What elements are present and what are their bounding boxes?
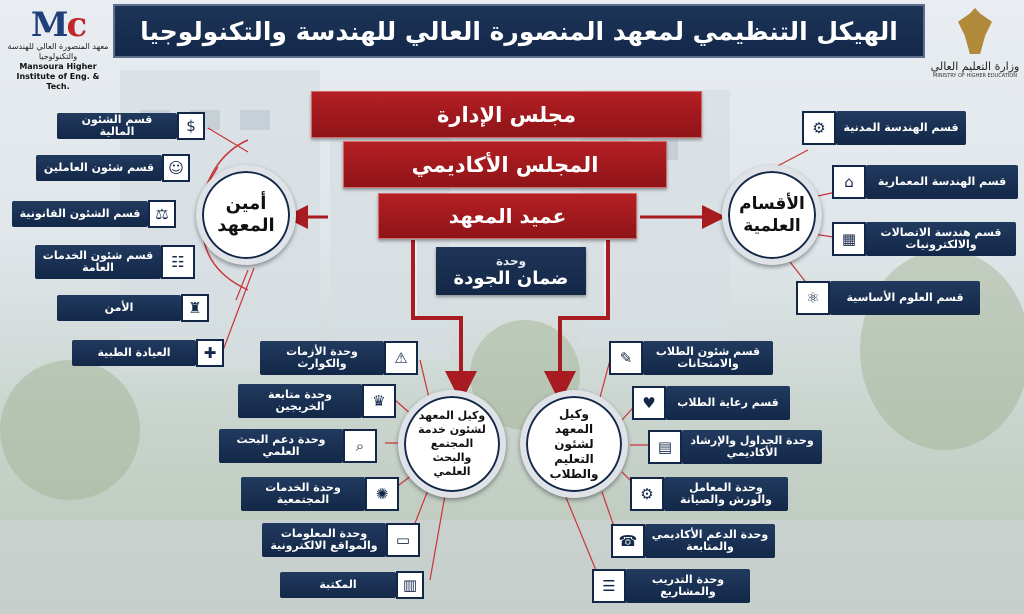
education-item-student-affairs [609,338,773,378]
education-item-training [592,566,750,606]
dean-box: عميد المعهد [378,193,637,239]
secretary-item-public-services [35,242,195,282]
community-icon: ✺ [365,477,399,511]
legal-scale-icon: ⚖ [148,200,176,228]
department-item-label: قسم هندسة الاتصالات والالكترونيات [866,222,1016,256]
secretary-item-finance [57,111,205,141]
labs-icon: ⚙ [630,477,664,511]
secretary-item-label: قسم شئون العاملين [36,155,162,181]
ministry-name-english: MINISTRY OF HIGHER EDUCATION [933,73,1017,79]
vice-dean-education-hub: وكيل المعهد لشئون التعليم والطلاب [520,390,628,498]
secretary-item-legal [12,199,176,229]
education-item-label: قسم شئون الطلاب والامتحانات [643,341,773,375]
education-item-label: وحدة الجداول والإرشاد الأكاديمي [682,430,822,464]
secretary-item-label: العيادة الطبية [72,340,196,366]
community-item-library [280,570,424,600]
student-care-icon: ♥ [632,386,666,420]
education-item-schedules [648,427,822,467]
institute-logo-arabic: معهد المنصورة العالي للهندسة والتكنولوجيا [7,42,109,61]
academic-council-box: المجلس الأكاديمي [343,141,667,188]
community-item-label: وحدة المعلومات والمواقع الالكترونية [262,523,386,557]
page-title: الهيكل التنظيمي لمعهد المنصورة العالي للهندسة والتكنولوجيا [113,4,925,58]
secretary-hub: أمين المعهد [196,165,296,265]
science-icon: ⚛ [796,281,830,315]
education-item-label: وحدة المعامل والورش والصيانة [664,477,788,511]
department-item-label: قسم الهندسة المعمارية [866,165,1018,199]
community-item-label: المكتبة [280,572,396,598]
secretary-item-label: قسم الشئون القانونية [12,201,148,227]
students-exams-icon: ✎ [609,341,643,375]
community-item-label: وحدة متابعة الخريجين [238,384,362,418]
civil-gear-icon: ⚙ [802,111,836,145]
security-guard-icon: ♜ [181,294,209,322]
website-icon: ▭ [386,523,420,557]
department-item-basic-sciences [796,278,980,318]
education-item-label: وحدة الدعم الأكاديمي والمتابعة [645,524,775,558]
institute-logo-mark: Mc [30,5,86,45]
department-item-communications [832,219,1016,259]
architecture-icon: ⌂ [832,165,866,199]
support-icon: ☎ [611,524,645,558]
crisis-icon: ⚠ [384,341,418,375]
education-item-label: قسم رعاية الطلاب [666,386,790,420]
training-icon: ☰ [592,569,626,603]
departments-hub: الأقسام العلمية [722,165,822,265]
secretary-item-label: قسم الشئون المالية [57,113,177,139]
finance-icon: $ [177,112,205,140]
department-item-label: قسم العلوم الأساسية [830,281,980,315]
community-item-graduates [238,381,396,421]
medical-clinic-icon: ✚ [196,339,224,367]
library-icon: ▥ [396,571,424,599]
quality-assurance-unit-box [436,247,586,295]
quality-unit-label-1: وحدة [495,253,527,268]
department-item-architecture [832,162,1018,202]
community-item-research [219,426,377,466]
research-icon: ⌕ [343,429,377,463]
schedule-icon: ▤ [648,430,682,464]
community-item-crisis [260,338,418,378]
board-of-directors-box: مجلس الإدارة [311,91,702,138]
quality-unit-label-2: ضمان الجودة [453,267,569,289]
institute-logo-english-1: Mansoura Higher [19,62,97,71]
secretary-item-security [57,293,209,323]
staff-icon: ☺ [162,154,190,182]
community-item-label: وحدة الأزمات والكوارث [260,341,384,375]
public-services-icon: ☷ [161,245,195,279]
graduate-icon: ♛ [362,384,396,418]
secretary-item-label: الأمن [57,295,181,321]
education-item-labs [630,474,788,514]
community-item-websites [262,520,420,560]
education-item-student-care [632,383,790,423]
department-item-label: قسم الهندسة المدنية [836,111,966,145]
community-item-community-services [241,474,399,514]
circuit-chip-icon: ▦ [832,222,866,256]
secretary-item-staff [36,153,190,183]
department-item-civil [802,108,966,148]
secretary-item-clinic [72,338,224,368]
education-item-label: وحدة التدريب والمشاريع [626,569,750,603]
secretary-item-label: قسم شئون الخدمات العامة [35,245,161,279]
education-item-academic-support [611,521,775,561]
ministry-name-arabic: وزارة التعليم العالي [930,60,1020,73]
vice-dean-community-hub: وكيل المعهد لشئون خدمة المجتمع والبحث العلمي [398,390,506,498]
institute-logo-english-2: Institute of Eng. & Tech. [16,72,100,91]
community-item-label: وحدة الخدمات المجتمعية [241,477,365,511]
community-item-label: وحدة دعم البحث العلمي [219,429,343,463]
